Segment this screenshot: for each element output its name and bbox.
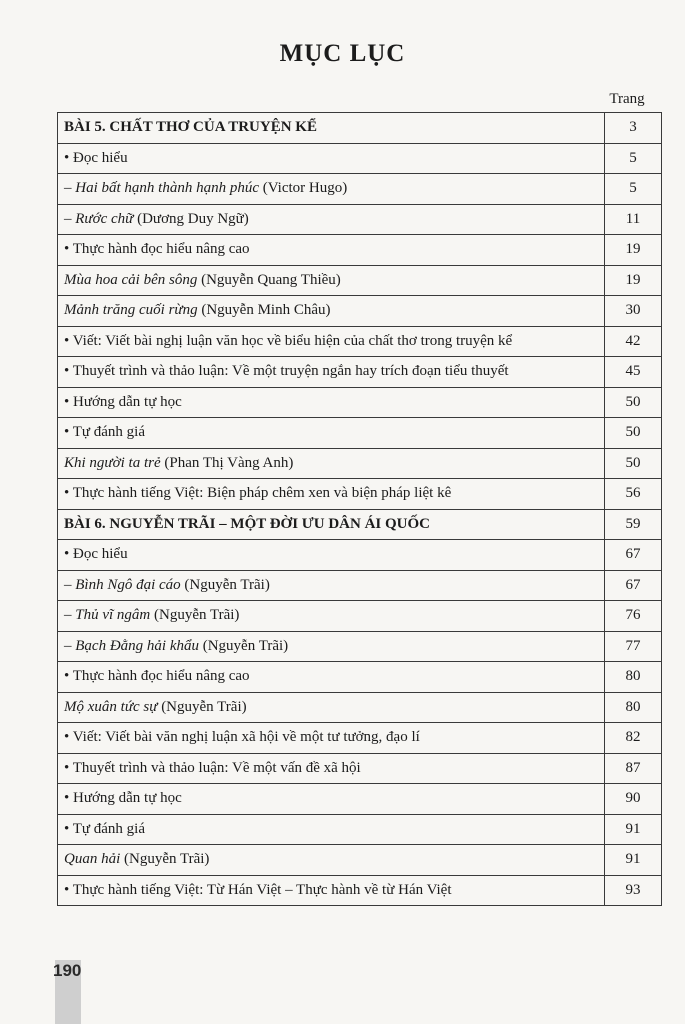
entry-title: • Tự đánh giá: [58, 814, 605, 845]
entry-title: • Thuyết trình và thảo luận: Về một truyện ngắn hay trích đoạn tiểu thuyết: [58, 357, 605, 388]
table-row: [58, 723, 662, 754]
entry-title: BÀI 5. CHẤT THƠ CỦA TRUYỆN KỂ: [58, 113, 605, 144]
work-title: – Hai bất hạnh thành hạnh phúc: [64, 180, 259, 197]
table-of-contents: [57, 112, 662, 906]
table-row: [58, 692, 662, 723]
work-title: Quan hải: [64, 851, 121, 868]
entry-title: BÀI 6. NGUYỄN TRÃI – MỘT ĐỜI ƯU DÂN ÁI QUỐC: [58, 509, 605, 540]
entry-page-number: 50: [605, 418, 662, 449]
entry-title: • Viết: Viết bài văn nghị luận xã hội về một tư tưởng, đạo lí: [58, 723, 605, 754]
table-row: [58, 235, 662, 266]
entry-page-number: 91: [605, 814, 662, 845]
entry-page-number: 80: [605, 662, 662, 693]
entry-title: [58, 174, 605, 205]
entry-page-number: 93: [605, 875, 662, 906]
entry-page-number: 59: [605, 509, 662, 540]
entry-title: • Thực hành tiếng Việt: Từ Hán Việt – Thực hành về từ Hán Việt: [58, 875, 605, 906]
work-author: (Nguyễn Quang Thiều): [197, 271, 341, 288]
entry-title: [58, 296, 605, 327]
entry-page-number: 19: [605, 265, 662, 296]
table-row: [58, 753, 662, 784]
table-row: [58, 875, 662, 906]
entry-page-number: 50: [605, 387, 662, 418]
table-row: [58, 204, 662, 235]
entry-page-number: 76: [605, 601, 662, 632]
work-title: Mảnh trăng cuối rừng: [64, 302, 198, 319]
work-author: (Phan Thị Vàng Anh): [160, 454, 294, 471]
table-row: [58, 845, 662, 876]
entry-page-number: 91: [605, 845, 662, 876]
entry-title: • Thuyết trình và thảo luận: Về một vấn đề xã hội: [58, 753, 605, 784]
entry-page-number: 82: [605, 723, 662, 754]
entry-title: [58, 265, 605, 296]
page-number: 190: [53, 961, 82, 980]
page-title: MỤC LỤC: [279, 40, 406, 67]
entry-title: • Đọc hiểu: [58, 143, 605, 174]
entry-page-number: 45: [605, 357, 662, 388]
work-title: Mùa hoa cải bên sông: [64, 271, 198, 288]
entry-page-number: 19: [605, 235, 662, 266]
table-row: [58, 387, 662, 418]
table-row: [58, 357, 662, 388]
entry-title: [58, 204, 605, 235]
table-row: [58, 814, 662, 845]
work-title: – Rước chữ: [64, 210, 134, 227]
entry-title: • Thực hành đọc hiểu nâng cao: [58, 662, 605, 693]
entry-title: [58, 570, 605, 601]
table-row: [58, 662, 662, 693]
table-row: [58, 601, 662, 632]
entry-page-number: 67: [605, 540, 662, 571]
entry-page-number: 56: [605, 479, 662, 510]
entry-title: [58, 601, 605, 632]
entry-page-number: 42: [605, 326, 662, 357]
entry-title: • Thực hành tiếng Việt: Biện pháp chêm xen và biện pháp liệt kê: [58, 479, 605, 510]
entry-title: • Viết: Viết bài nghị luận văn học về biểu hiện của chất thơ trong truyện kể: [58, 326, 605, 357]
entry-title: • Hướng dẫn tự học: [58, 784, 605, 815]
table-row: [58, 540, 662, 571]
table-row: [58, 479, 662, 510]
entry-page-number: 87: [605, 753, 662, 784]
page-column-header: Trang: [609, 91, 645, 107]
entry-page-number: 3: [605, 113, 662, 144]
work-title: – Thủ vĩ ngâm: [64, 607, 151, 624]
entry-title: [58, 845, 605, 876]
entry-page-number: 80: [605, 692, 662, 723]
work-author: (Nguyễn Trãi): [150, 607, 240, 624]
entry-title: • Hướng dẫn tự học: [58, 387, 605, 418]
entry-title: • Thực hành đọc hiểu nâng cao: [58, 235, 605, 266]
work-title: Khi người ta trẻ: [64, 454, 161, 471]
table-row: [58, 418, 662, 449]
entry-page-number: 5: [605, 174, 662, 205]
work-author: (Nguyễn Trãi): [120, 851, 210, 868]
entry-page-number: 30: [605, 296, 662, 327]
work-author: (Nguyễn Minh Châu): [197, 302, 331, 319]
page-number-tab: [55, 960, 81, 1024]
entry-title: • Tự đánh giá: [58, 418, 605, 449]
table-row: [58, 174, 662, 205]
table-row: [58, 784, 662, 815]
entry-page-number: 50: [605, 448, 662, 479]
table-row: [58, 265, 662, 296]
entry-page-number: 77: [605, 631, 662, 662]
work-title: – Bình Ngô đại cáo: [64, 576, 181, 593]
table-row: [58, 326, 662, 357]
work-author: (Nguyễn Trãi): [180, 576, 270, 593]
entry-title: [58, 692, 605, 723]
table-row: [58, 296, 662, 327]
table-row: [58, 143, 662, 174]
entry-title: • Đọc hiểu: [58, 540, 605, 571]
entry-page-number: 5: [605, 143, 662, 174]
work-author: (Nguyễn Trãi): [198, 637, 289, 654]
lesson-heading-row: [58, 509, 662, 540]
entry-page-number: 90: [605, 784, 662, 815]
work-author: (Victor Hugo): [259, 180, 348, 197]
table-row: [58, 631, 662, 662]
entry-title: [58, 448, 605, 479]
work-author: (Dương Duy Ngữ): [133, 210, 249, 227]
lesson-heading-row: [58, 113, 662, 144]
entry-title: [58, 631, 605, 662]
table-row: [58, 448, 662, 479]
work-author: (Nguyễn Trãi): [157, 698, 247, 715]
work-title: Mộ xuân tức sự: [64, 698, 158, 715]
work-title: – Bạch Đằng hải khẩu: [64, 637, 199, 654]
table-row: [58, 570, 662, 601]
entry-page-number: 67: [605, 570, 662, 601]
entry-page-number: 11: [605, 204, 662, 235]
